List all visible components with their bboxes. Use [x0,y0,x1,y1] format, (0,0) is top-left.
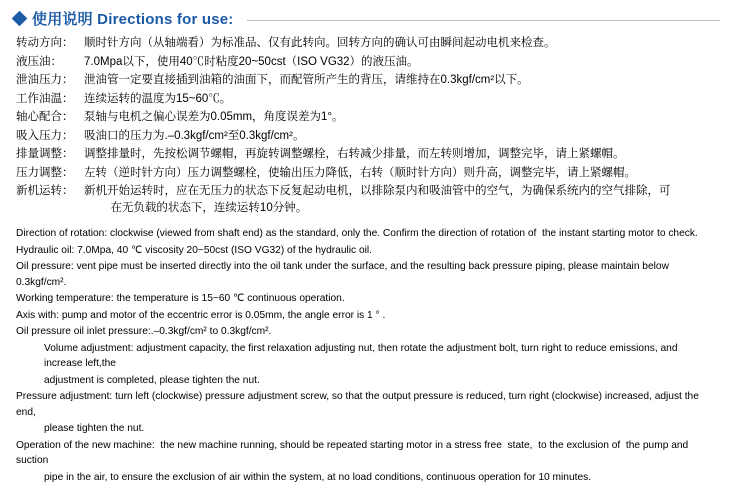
instruction-row [16,109,720,126]
instruction-label: 工作油温： [16,91,84,108]
instruction-body: 调整排量时，先按松调节螺帽，再旋转调整螺栓，右转减少排量，而左转则增加，调整完毕，请上紧螺帽。 [84,146,720,163]
english-line: pipe in the air, to ensure the exclusion of air within the system, at no load conditions, continuous operation for 10 minutes. [16,470,716,485]
instruction-body: 泄油管一定要直接插到油箱的油面下，而配管所产生的背压，请维持在0.3kgf/cm²以下。 [84,72,720,89]
english-line: Direction of rotation: clockwise (viewed from shaft end) as the standard, only the. Confirm the direction of rotation of the instant starting motor to check. [16,226,716,242]
page-title: 使用说明 Directions for use: [32,8,234,29]
english-line: adjustment is completed, please tighten the nut. [16,373,716,389]
instruction-label: 压力调整： [16,165,84,182]
instruction-row [16,183,720,217]
instruction-label: 新机运转： [16,183,84,200]
instruction-label: 排量调整： [16,146,84,163]
instruction-body: 顺时针方向（从轴端看）为标准品、仅有此转向。回转方向的确认可由瞬间起动电机来检查。 [84,35,720,52]
instruction-body-line1: 新机开始运转时，应在无压力的状态下反复起动电机，以排除泵内和吸油管中的空气，为确保系统内的空气排除，可 [84,185,671,197]
english-line: please tighten the nut. [16,421,716,437]
instruction-body-line2: 在无负载的状态下，连续运转10分钟。 [84,200,720,217]
instruction-body [84,183,720,217]
instruction-label: 液压油： [16,54,84,71]
instruction-body: 泵轴与电机之偏心误差为0.05mm，角度误差为1°。 [84,109,720,126]
english-line: Oil pressure: vent pipe must be inserted directly into the oil tank under the surface, and the resulting back pressure piping, please maintain below 0.3kgf/cm². [16,259,716,290]
instruction-row [16,35,720,52]
instruction-body: 吸油口的压力为.–0.3kgf/cm²至0.3kgf/cm²。 [84,128,720,145]
instruction-body: 7.0Mpa以下，使用40℃时粘度20~50cst（ISO VG32）的液压油。 [84,54,720,71]
english-line: Axis with: pump and motor of the eccentric error is 0.05mm, the angle error is 1 ° . [16,308,716,324]
english-line: Operation of the new machine: the new machine running, should be repeated starting motor in a stress free state, to the exclusion of the pump and suction [16,438,716,469]
english-line: Working temperature: the temperature is 15~60 ℃ continuous operation. [16,291,716,307]
chinese-instructions [12,35,720,217]
instruction-body: 左转（逆时针方向）压力调整螺栓，使输出压力降低，右转（顺时针方向）则升高，调整完毕，请上紧螺帽。 [84,165,720,182]
english-instructions [12,226,720,485]
instruction-row [16,54,720,71]
english-line: Volume adjustment: adjustment capacity, the first relaxation adjusting nut, then rotate the adjustment bolt, turn right to reduce emissions, and increase left,the [16,341,716,372]
instruction-row [16,128,720,145]
title-divider [247,20,721,21]
instruction-row [16,146,720,163]
instruction-body: 连续运转的温度为15~60℃。 [84,91,720,108]
page-title-row [12,8,720,29]
instruction-label: 泄油压力： [16,72,84,89]
instruction-label: 转动方向： [16,35,84,52]
instruction-label: 吸入压力： [16,128,84,145]
instruction-label: 轴心配合： [16,109,84,126]
instruction-row [16,72,720,89]
english-line: Oil pressure oil inlet pressure:.–0.3kgf/cm² to 0.3kgf/cm². [16,324,716,340]
english-line: Pressure adjustment: turn left (clockwise) pressure adjustment screw, so that the output pressure is reduced, turn right (clockwise) increased, adjust the end, [16,389,716,420]
diamond-bullet-icon [12,11,28,27]
instruction-row [16,91,720,108]
english-line: Hydraulic oil: 7.0Mpa, 40 ℃ viscosity 20~50cst (ISO VG32) of the hydraulic oil. [16,243,716,259]
instruction-row [16,165,720,182]
